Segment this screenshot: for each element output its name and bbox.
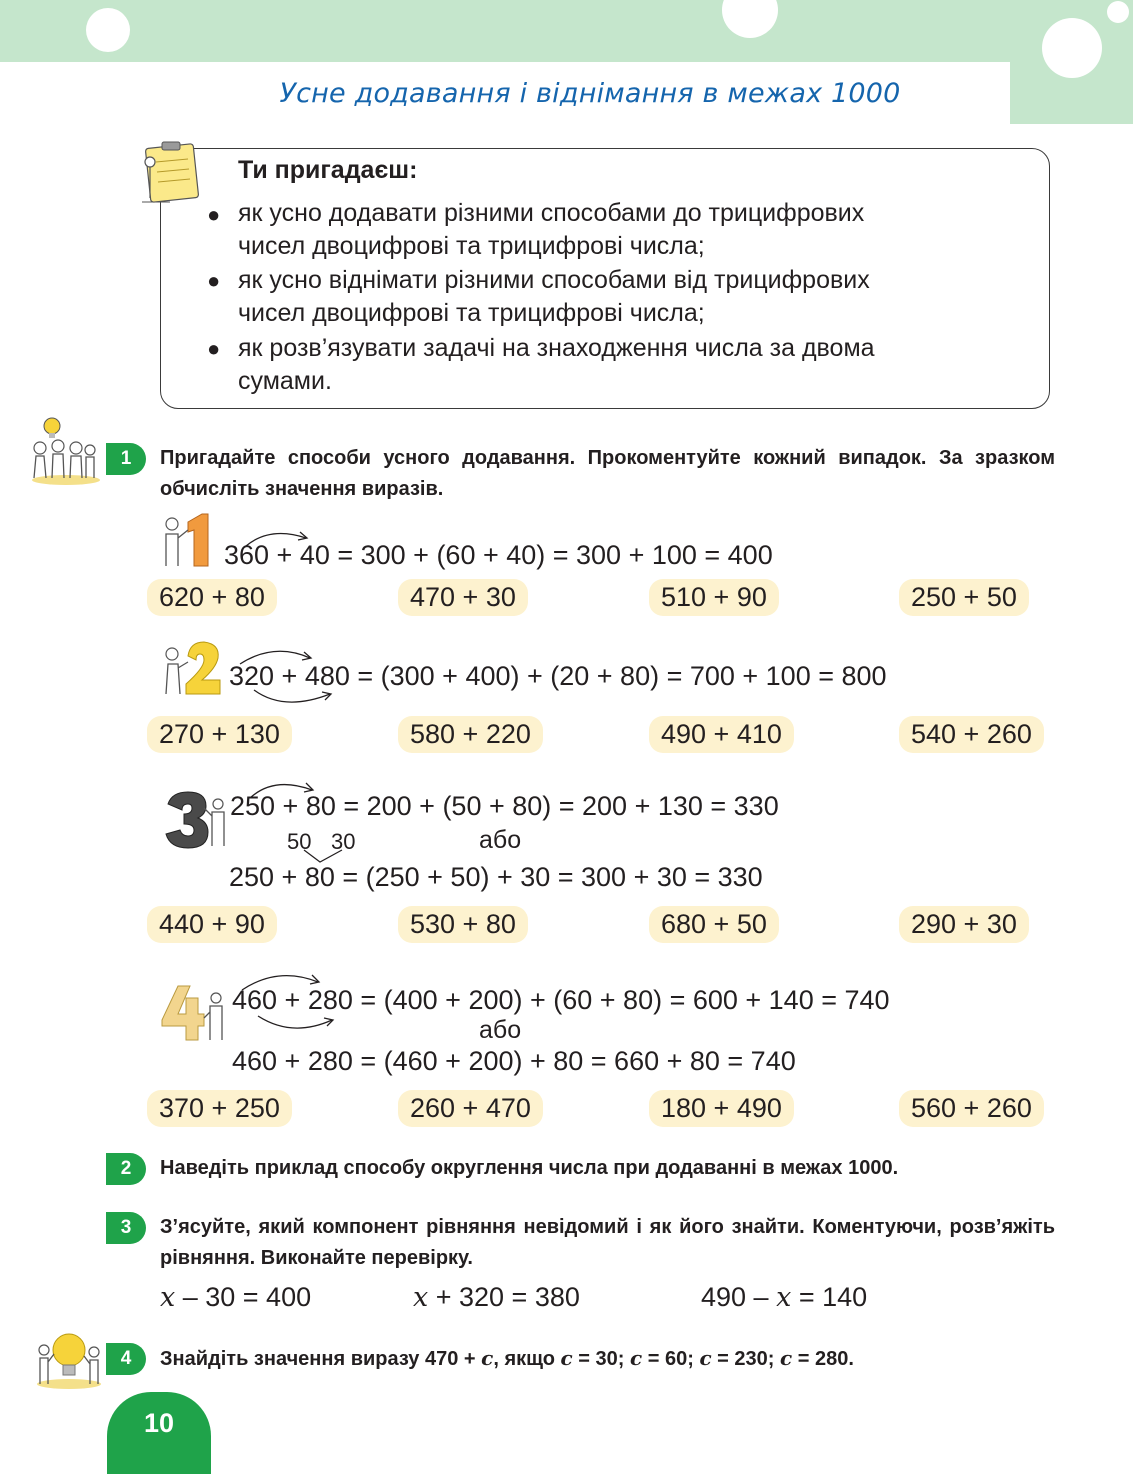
variable-x: x [776,1282,792,1313]
equation-3: 490 – x = 140 [701,1282,868,1313]
group-with-lightbulb-icon [28,414,104,486]
exercise-chip: 440 + 90 [147,906,277,943]
remember-item-1-line-1: як усно додавати різними способами до трицифрових [238,199,865,227]
page-number: 10 [143,1408,175,1438]
remember-item-3-line-2: сумами. [238,367,332,395]
number-one-figure-icon [158,512,216,568]
exercise-chip: 370 + 250 [147,1090,292,1127]
split-part-2: 30 [331,829,356,854]
exercise-chip: 470 + 30 [398,579,528,616]
exercise-chip: 180 + 490 [649,1090,794,1127]
variable-c: c [481,1346,494,1370]
remember-item-1-line-2: чисел двоцифрові та трицифрові числа; [238,232,705,260]
number-four-figure-icon [160,984,230,1044]
equation-1: x – 30 = 400 [160,1282,312,1313]
remember-item-2-line-1: як усно віднімати різними способами від трицифрових [238,266,870,294]
case-4-example: 460 + 280 = (400 + 200) + (60 + 80) = 600 + 140 = 740 [232,985,890,1015]
case-4-arrows-icon [236,970,346,1030]
remember-item-3-line-1: як розв’язувати задачі на знаходження числа за двома [238,334,875,362]
task-number-badge: 4 [106,1343,146,1375]
number-three-figure-icon [164,790,230,852]
exercise-chip: 510 + 90 [649,579,779,616]
exercise-chip: 260 + 470 [398,1090,543,1127]
number-two-figure-icon [160,640,226,696]
variable-x: x [160,1282,176,1313]
lightbulb-with-people-icon [34,1328,104,1390]
page-title: Усне додавання і віднімання в межах 1000 [279,78,901,109]
split-part-1: 50 [287,829,312,854]
task-3-instructions: З’ясуйте, який компонент рівняння невідомий і як його знайти. Коментуючи, розв’яжіть рівняння. Виконайте перевірку. [160,1216,1055,1269]
equation-2: x + 320 = 380 [413,1282,580,1313]
exercise-chip: 490 + 410 [649,716,794,753]
notepad-icon [140,140,202,206]
case-3-example: 250 + 80 = 200 + (50 + 80) = 200 + 130 = 330 [230,791,779,821]
bullet-icon: ● [207,268,221,293]
task-number-badge: 2 [106,1153,146,1185]
variable-c: c [560,1346,573,1370]
remember-heading: Ти пригадаєш: [238,156,418,184]
case-2-arrows-icon [234,646,344,704]
case-3-example-alt: 250 + 80 = (250 + 50) + 30 = 300 + 30 = 330 [229,862,763,892]
exercise-chip: 530 + 80 [398,906,528,943]
case-2-example: 320 + 480 = (300 + 400) + (20 + 80) = 700 + 100 = 800 [229,661,887,691]
remember-item-2-line-2: чисел двоцифрові та трицифрові числа; [238,299,705,327]
exercise-chip: 250 + 50 [899,579,1029,616]
task-4-instructions: Знайдіть значення виразу 470 + c, якщо c = 30; c = 60; c = 230; c = 280. [160,1346,854,1370]
variable-c: c [780,1346,793,1370]
case-4-example-alt: 460 + 280 = (460 + 200) + 80 = 660 + 80 = 740 [232,1046,796,1076]
or-label: або [479,826,522,854]
task-2-instructions: Наведіть приклад способу округлення числа при додаванні в межах 1000. [160,1157,899,1179]
task-number-badge: 3 [106,1212,146,1244]
exercise-chip: 680 + 50 [649,906,779,943]
variable-c: c [629,1346,643,1370]
bullet-icon: ● [207,336,221,361]
exercise-chip: 620 + 80 [147,579,277,616]
exercise-chip: 270 + 130 [147,716,292,753]
exercise-chip: 290 + 30 [899,906,1029,943]
variable-c: c [699,1346,712,1370]
variable-x: x [413,1282,429,1313]
task-1-instructions: Пригадайте способи усного додавання. Прокоментуйте кожний випадок. За зразком обчисліть значення виразів. [160,447,1055,500]
bullet-icon: ● [207,202,221,227]
case-1-example: 360 + 40 = 300 + (60 + 40) = 300 + 100 = 400 [224,540,773,570]
task-number-badge: 1 [106,443,146,475]
case-3-arrow-icon [244,778,324,800]
exercise-chip: 540 + 260 [899,716,1044,753]
case-1-arrow-icon [240,528,320,548]
exercise-chip: 580 + 220 [398,716,543,753]
or-label: або [479,1016,522,1044]
exercise-chip: 560 + 260 [899,1090,1044,1127]
